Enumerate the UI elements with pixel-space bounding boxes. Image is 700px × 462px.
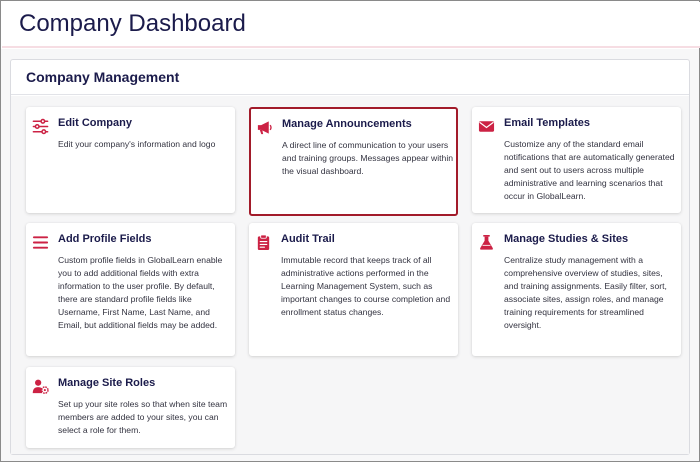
card-description: A direct line of communication to your users and training groups. Messages appear within the visual dashboard. (282, 140, 454, 176)
panel-title: Company Management (26, 69, 180, 85)
card-description: Centralize study management with a comprehensive overview of studies, sites, and training assignments. Easily filter, sort, associate sites, assign roles, and manage training requirements for streamlined oversight. (504, 255, 667, 330)
card-edit-company[interactable] (26, 107, 235, 213)
page-header (2, 2, 700, 48)
card-title: Manage Site Roles (58, 377, 156, 389)
card-description: Immutable record that keeps track of all administrative actions performed in the Learning Management System, such as important changes to course completion and enrollment status changes. (281, 255, 451, 317)
card-manage-announcements[interactable] (249, 107, 458, 216)
card-description: Custom profile fields in GlobalLearn enable you to add additional fields with extra information to the user profile. By default, there are standard profile fields like Username, First Name, Last Name, and Email, but additional fields may be added. (58, 255, 223, 330)
clipboard-icon (255, 234, 272, 251)
panel-body (11, 96, 689, 454)
sliders-icon (32, 118, 49, 135)
list-icon (32, 234, 49, 251)
panel-header (11, 60, 689, 95)
card-manage-site-roles[interactable] (26, 367, 235, 448)
card-email-templates[interactable] (472, 107, 681, 213)
card-title: Audit Trail (281, 233, 335, 245)
page-title: Company Dashboard (19, 10, 246, 37)
flask-icon (478, 234, 495, 251)
card-title: Add Profile Fields (58, 233, 152, 245)
user-gear-icon (32, 378, 49, 395)
card-description: Customize any of the standard email notifications that are automatically generated and sent out to users across multiple administrative and learning scenarios that occur in GlobalLearn. (504, 139, 675, 201)
megaphone-icon (256, 119, 273, 136)
card-title: Edit Company (58, 117, 132, 129)
card-audit-trail[interactable] (249, 223, 458, 356)
card-description: Edit your company's information and logo (58, 139, 216, 149)
card-title: Manage Announcements (282, 118, 412, 130)
envelope-icon (478, 118, 495, 135)
card-description: Set up your site roles so that when site team members are added to your sites, you can select a role for them. (58, 399, 228, 435)
card-manage-studies-sites[interactable] (472, 223, 681, 356)
company-management-panel (10, 59, 690, 455)
card-title: Manage Studies & Sites (504, 233, 629, 245)
card-add-profile-fields[interactable] (26, 223, 235, 356)
card-title: Email Templates (504, 117, 590, 129)
